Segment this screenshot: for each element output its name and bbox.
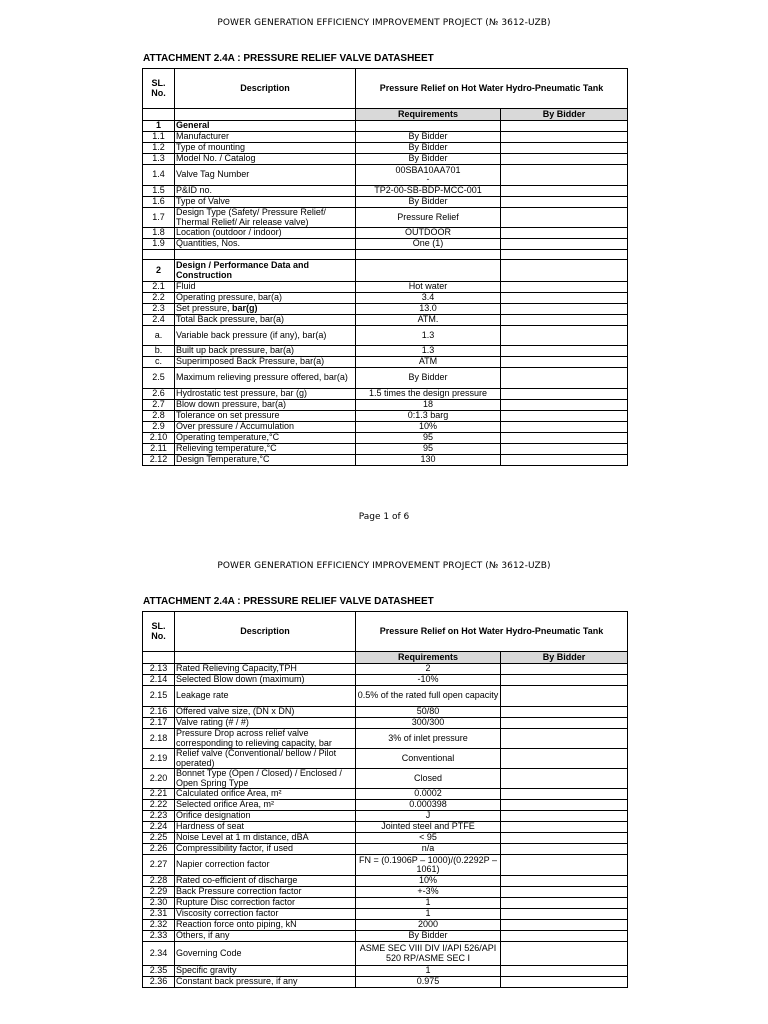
table-row [143,898,628,909]
table-row [143,326,628,346]
row-sl-no: 1.6 [143,197,175,208]
row-sl-no: 2.34 [143,942,175,966]
table-row [143,455,628,466]
row-by-bidder [501,833,628,844]
row-description: Superimposed Back Pressure, bar(a) [175,357,356,368]
row-description: Tolerance on set pressure [175,411,356,422]
row-requirement: 13.0 [356,304,501,315]
row-by-bidder [501,855,628,876]
page-header: POWER GENERATION EFFICIENCY IMPROVEMENT PROJECT (№ 3612-UZB) [217,18,551,28]
row-description: Selected orifice Area, m² [175,800,356,811]
table-row [143,228,628,239]
row-description: Governing Code [175,942,356,966]
row-requirement: < 95 [356,833,501,844]
row-description: Valve rating (# / #) [175,718,356,729]
row-by-bidder [501,749,628,769]
row-by-bidder [501,389,628,400]
row-by-bidder [501,422,628,433]
row-by-bidder [501,121,628,132]
row-description: Leakage rate [175,686,356,707]
table-header-row [143,69,628,109]
row-description: Maximum relieving pressure offered, bar(a) [175,368,356,389]
row-requirement: By Bidder [356,132,501,143]
row-description: Constant back pressure, if any [175,977,356,988]
row-requirement: 10% [356,422,501,433]
row-description: Rated Relieving Capacity,TPH [175,664,356,675]
table-row [143,293,628,304]
row-description: Pressure Drop across relief valve corresponding to relieving capacity, bar [175,729,356,749]
attachment-title: ATTACHMENT 2.4A : PRESSURE RELIEF VALVE DATASHEET [143,53,434,64]
by-bidder-header: By Bidder [501,652,628,664]
row-sl-no: 2.35 [143,966,175,977]
row-sl-no: 2.25 [143,833,175,844]
row-description: Rupture Disc correction factor [175,898,356,909]
row-requirement: 0.975 [356,977,501,988]
row-description: Design Temperature,°C [175,455,356,466]
row-by-bidder [501,186,628,197]
row-sl-no: 2.13 [143,664,175,675]
table-row [143,887,628,898]
row-requirement: n/a [356,844,501,855]
row-requirement: 50/80 [356,707,501,718]
table-row [143,800,628,811]
row-by-bidder [501,686,628,707]
row-sl-no: 2.19 [143,749,175,769]
row-requirement: Pressure Relief [356,208,501,228]
row-sl-no: 2.3 [143,304,175,315]
row-requirement: 95 [356,433,501,444]
row-requirement [356,121,501,132]
row-sl-no: 2.18 [143,729,175,749]
table-row [143,942,628,966]
row-requirement: Hot water [356,282,501,293]
row-requirement: 1 [356,966,501,977]
sub-header-row [143,652,628,664]
table-row [143,346,628,357]
table-row [143,729,628,749]
row-requirement: J [356,811,501,822]
row-requirement: 1.3 [356,346,501,357]
table-row [143,718,628,729]
table-row [143,143,628,154]
row-requirement [356,250,501,260]
row-sl-no: 2.24 [143,822,175,833]
row-sl-no: c. [143,357,175,368]
table-row [143,186,628,197]
table-row [143,239,628,250]
table-row [143,121,628,132]
row-requirement: Jointed steel and PTFE [356,822,501,833]
table-header-row [143,612,628,652]
row-sl-no: 2.31 [143,909,175,920]
row-requirement: 0:1.3 barg [356,411,501,422]
row-by-bidder [501,197,628,208]
row-sl-no: 2.28 [143,876,175,887]
row-description: Hydrostatic test pressure, bar (g) [175,389,356,400]
row-requirement: 1.5 times the design pressure [356,389,501,400]
row-sl-no: 2.21 [143,789,175,800]
row-by-bidder [501,844,628,855]
table-row [143,368,628,389]
row-sl-no: 1.2 [143,143,175,154]
datasheet-table [142,68,628,466]
table-row [143,844,628,855]
row-sl-no: 1 [143,121,175,132]
row-sl-no: 1.1 [143,132,175,143]
row-description: Viscosity correction factor [175,909,356,920]
row-by-bidder [501,931,628,942]
row-sl-no: 2.5 [143,368,175,389]
row-by-bidder [501,664,628,675]
row-by-bidder [501,876,628,887]
row-requirement: 3.4 [356,293,501,304]
row-requirement: 0.0002 [356,789,501,800]
row-sl-no: 2.22 [143,800,175,811]
datasheet-table [142,611,628,988]
row-sl-no: 2.36 [143,977,175,988]
row-description: Over pressure / Accumulation [175,422,356,433]
page-header: POWER GENERATION EFFICIENCY IMPROVEMENT PROJECT (№ 3612-UZB) [217,561,551,571]
row-description: Location (outdoor / indoor) [175,228,356,239]
row-by-bidder [501,977,628,988]
table-row [143,686,628,707]
row-requirement: ATM [356,357,501,368]
row-description-text: Set pressure, [176,303,233,314]
row-requirement: By Bidder [356,154,501,165]
row-sl-no: 2.7 [143,400,175,411]
row-description: Operating temperature,°C [175,433,356,444]
row-by-bidder [501,887,628,898]
row-requirement: By Bidder [356,931,501,942]
row-by-bidder [501,444,628,455]
row-requirement: 0.5% of the rated full open capacity [356,686,501,707]
table-row [143,811,628,822]
attachment-title: ATTACHMENT 2.4A : PRESSURE RELIEF VALVE DATASHEET [143,596,434,607]
row-requirement: 1 [356,909,501,920]
row-by-bidder [501,143,628,154]
row-description: Type of Valve [175,197,356,208]
table-row [143,789,628,800]
table-row [143,707,628,718]
row-sl-no: 2.12 [143,455,175,466]
row-description: Offered valve size, (DN x DN) [175,707,356,718]
row-description: Manufacturer [175,132,356,143]
row-requirement: 2000 [356,920,501,931]
table-row [143,315,628,326]
row-sl-no: 2.17 [143,718,175,729]
row-requirement-line: 00SBA10AA701 [395,164,461,175]
row-sl-no: 1.3 [143,154,175,165]
row-description: Others, if any [175,931,356,942]
row-by-bidder [501,346,628,357]
row-sl-no: 1.9 [143,239,175,250]
row-description [175,304,356,315]
row-requirement-line: - [426,174,430,184]
table-row [143,197,628,208]
row-by-bidder [501,132,628,143]
table-row [143,664,628,675]
row-sl-no: 2.23 [143,811,175,822]
row-by-bidder [501,800,628,811]
row-sl-no: 2.16 [143,707,175,718]
row-requirement [356,165,501,186]
row-description [175,250,356,260]
table-row [143,422,628,433]
row-description: Napier correction factor [175,855,356,876]
row-requirement: 1 [356,898,501,909]
row-description: Design Type (Safety/ Pressure Relief/ Thermal Relief/ Air release valve) [175,208,356,228]
requirements-header: Requirements [356,652,501,664]
row-description: Specific gravity [175,966,356,977]
table-row [143,855,628,876]
row-sl-no: 2.10 [143,433,175,444]
row-sl-no: b. [143,346,175,357]
table-row [143,411,628,422]
row-requirement: By Bidder [356,197,501,208]
row-requirement [356,260,501,282]
row-by-bidder [501,433,628,444]
row-by-bidder [501,326,628,346]
row-description: Rated co-efficient of discharge [175,876,356,887]
col-main-header: Pressure Relief on Hot Water Hydro-Pneumatic Tank [356,612,628,652]
row-sl-no: 1.5 [143,186,175,197]
table-row [143,675,628,686]
table-row [143,749,628,769]
row-by-bidder [501,942,628,966]
row-description: Selected Blow down (maximum) [175,675,356,686]
row-requirement: 1.3 [356,326,501,346]
row-sl-no: a. [143,326,175,346]
table-row [143,876,628,887]
table-row [143,920,628,931]
row-by-bidder [501,357,628,368]
table-row [143,304,628,315]
row-by-bidder [501,228,628,239]
row-by-bidder [501,718,628,729]
row-requirement: ASME SEC VIII DIV I/API 526/API 520 RP/ASME SEC I [356,942,501,966]
row-by-bidder [501,966,628,977]
row-by-bidder [501,769,628,789]
row-sl-no: 2.9 [143,422,175,433]
row-description: Operating pressure, bar(a) [175,293,356,304]
row-sl-no: 2.29 [143,887,175,898]
row-requirement: One (1) [356,239,501,250]
table-row [143,909,628,920]
col-desc-header: Description [175,69,356,109]
table-row [143,769,628,789]
row-requirement: 130 [356,455,501,466]
row-sl-no: 2.26 [143,844,175,855]
row-sl-no: 2.6 [143,389,175,400]
row-description: Orifice designation [175,811,356,822]
row-sl-no: 1.7 [143,208,175,228]
table-row [143,966,628,977]
table-row [143,977,628,988]
row-by-bidder [501,208,628,228]
table-row [143,357,628,368]
row-by-bidder [501,293,628,304]
row-description: Relief valve (Conventional/ bellow / Pilot operated) [175,749,356,769]
row-by-bidder [501,260,628,282]
row-sl-no [143,250,175,260]
row-sl-no: 2 [143,260,175,282]
row-description: Bonnet Type (Open / Closed) / Enclosed / Open Spring Type [175,769,356,789]
row-description: Back Pressure correction factor [175,887,356,898]
table-row [143,389,628,400]
row-description: Reaction force onto piping, kN [175,920,356,931]
col-main-header: Pressure Relief on Hot Water Hydro-Pneumatic Tank [356,69,628,109]
row-requirement: 0.000398 [356,800,501,811]
row-description-unit: bar(g) [232,303,258,314]
col-sl-header: SL. No. [143,612,175,652]
row-by-bidder [501,455,628,466]
table-row [143,165,628,186]
row-requirement: 95 [356,444,501,455]
row-sl-no: 2.32 [143,920,175,931]
by-bidder-header: By Bidder [501,109,628,121]
row-by-bidder [501,822,628,833]
row-by-bidder [501,250,628,260]
row-by-bidder [501,315,628,326]
row-by-bidder [501,154,628,165]
row-description: Total Back pressure, bar(a) [175,315,356,326]
row-by-bidder [501,368,628,389]
row-description: Design / Performance Data and Construction [175,260,356,282]
row-by-bidder [501,675,628,686]
row-description: Blow down pressure, bar(a) [175,400,356,411]
row-requirement: 18 [356,400,501,411]
row-by-bidder [501,165,628,186]
row-description: Calculated orifice Area, m² [175,789,356,800]
row-description: Hardness of seat [175,822,356,833]
row-by-bidder [501,707,628,718]
row-requirement: By Bidder [356,143,501,154]
row-by-bidder [501,411,628,422]
row-by-bidder [501,920,628,931]
requirements-header: Requirements [356,109,501,121]
row-by-bidder [501,400,628,411]
row-requirement: -10% [356,675,501,686]
row-by-bidder [501,282,628,293]
row-by-bidder [501,909,628,920]
row-requirement: 300/300 [356,718,501,729]
col-sl-header: SL. No. [143,69,175,109]
row-sl-no: 2.1 [143,282,175,293]
row-description: P&ID no. [175,186,356,197]
row-description: Valve Tag Number [175,165,356,186]
row-description: Quantities, Nos. [175,239,356,250]
table-row [143,444,628,455]
row-description: Built up back pressure, bar(a) [175,346,356,357]
row-sl-no: 2.33 [143,931,175,942]
row-sl-no: 2.27 [143,855,175,876]
table-row [143,260,628,282]
row-by-bidder [501,239,628,250]
row-description: Compressibility factor, if used [175,844,356,855]
row-requirement: +-3% [356,887,501,898]
table-row [143,433,628,444]
row-requirement: By Bidder [356,368,501,389]
sub-header-row [143,109,628,121]
row-description: Variable back pressure (if any), bar(a) [175,326,356,346]
row-sl-no: 1.4 [143,165,175,186]
row-requirement: OUTDOOR [356,228,501,239]
row-sl-no: 2.4 [143,315,175,326]
row-sl-no: 2.20 [143,769,175,789]
row-sl-no: 2.2 [143,293,175,304]
row-description: Model No. / Catalog [175,154,356,165]
row-sl-no: 1.8 [143,228,175,239]
table-row [143,822,628,833]
col-desc-header: Description [175,612,356,652]
row-requirement: 2 [356,664,501,675]
row-by-bidder [501,304,628,315]
row-by-bidder [501,729,628,749]
page-number: Page 1 of 6 [358,512,410,522]
row-requirement: 3% of inlet pressure [356,729,501,749]
row-description: General [175,121,356,132]
table-row [143,132,628,143]
table-row [143,931,628,942]
row-description: Relieving temperature,°C [175,444,356,455]
row-requirement: Closed [356,769,501,789]
row-sl-no: 2.11 [143,444,175,455]
table-row [143,400,628,411]
row-sl-no: 2.8 [143,411,175,422]
row-requirement: TP2-00-SB-BDP-MCC-001 [356,186,501,197]
table-row [143,208,628,228]
table-row [143,282,628,293]
row-sl-no: 2.14 [143,675,175,686]
row-description: Noise Level at 1 m distance, dBA [175,833,356,844]
table-row [143,250,628,260]
row-by-bidder [501,898,628,909]
row-requirement: FN = (0.1906P – 1000)/(0.2292P – 1061) [356,855,501,876]
row-by-bidder [501,789,628,800]
row-description: Type of mounting [175,143,356,154]
row-requirement: 10% [356,876,501,887]
row-sl-no: 2.15 [143,686,175,707]
row-requirement: ATM. [356,315,501,326]
table-row [143,154,628,165]
table-row [143,833,628,844]
row-requirement: Conventional [356,749,501,769]
row-by-bidder [501,811,628,822]
row-sl-no: 2.30 [143,898,175,909]
row-description: Fluid [175,282,356,293]
